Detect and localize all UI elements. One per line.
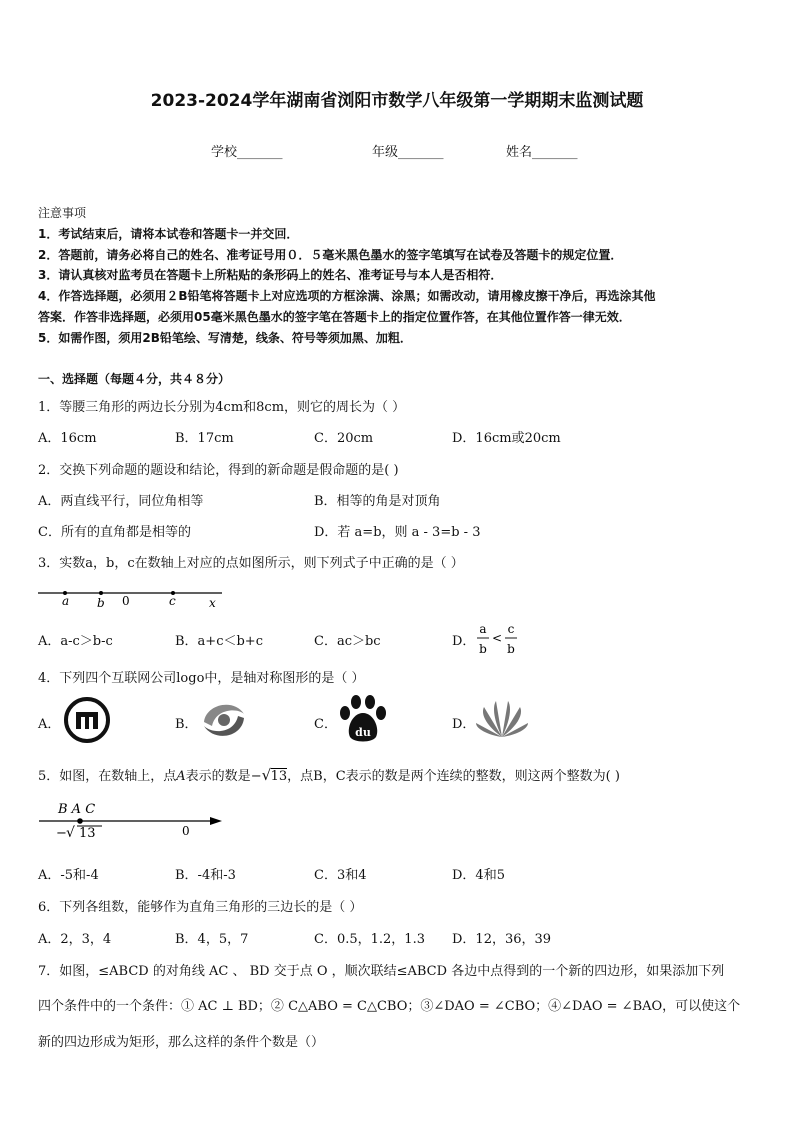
question-4-stem: 4．下列四个互联网公司logo中，是轴对称图形的是（ ） (38, 671, 365, 686)
q2-option-c: C．所有的直角都是相等的 (38, 525, 191, 540)
question-7-line: 新的四边形成为矩形，那么这样的条件个数是（） (38, 1035, 325, 1050)
q5-stem-part: 表示的数是 (185, 769, 251, 784)
point-a-dot (77, 818, 83, 824)
section-heading: 一、选择题（每题４分，共４８分） (38, 372, 231, 386)
name-field[interactable]: 姓名_______ (506, 145, 578, 160)
q5-option-d: D．4和5 (452, 868, 505, 883)
radicand: 13 (270, 769, 288, 784)
q5-option-a: A．-5和-4 (38, 868, 99, 883)
q5-option-b: B．-4和-3 (175, 868, 236, 883)
q6-option-a: A．2，3，4 (38, 932, 112, 947)
notice-item: 4．作答选择题，必须用２B铅笔将答题卡上对应选项的方框涂满、涂黑；如需改动，请用橡皮擦干净后，再选涂其他 (38, 289, 656, 303)
arrow-head-icon (210, 817, 222, 825)
q4-logo-d-icon (474, 697, 532, 743)
q4-logo-a-icon (62, 696, 114, 744)
q3-option-d-label: D． (452, 634, 476, 649)
axis-label-zero: 0 (122, 594, 130, 608)
q2-option-b: B．相等的角是对顶角 (314, 494, 441, 509)
school-field[interactable]: 学校_______ (211, 145, 283, 160)
notice-item: 2．答题前，请务必将自己的姓名、准考证号用０．５毫米黑色墨水的签字笔填写在试卷及答题卡的规定位置． (38, 248, 623, 262)
radicand: 13 (79, 826, 96, 840)
fraction-denominator: b (507, 642, 515, 656)
bac-labels: B A C (58, 802, 96, 817)
minus-sign: − (56, 826, 67, 840)
notice-item: 答案．作答非选择题，必须用05毫米黑色墨水的签字笔在答题卡上的指定位置作答，在其他位置作答一律无效． (38, 310, 631, 324)
notice-heading: 注意事项 (38, 206, 87, 220)
q3-option-c: C．ac＞bc (314, 634, 381, 649)
q1-option-c: C．20cm (314, 431, 374, 446)
fraction-denominator: b (479, 642, 487, 656)
q3-option-b: B．a+c＜b+c (175, 634, 263, 649)
q6-option-d: D．12，36，39 (452, 932, 552, 947)
question-7-line: 7．如图，≤ABCD 的对角线 AC 、 BD 交于点 O ，顺次联结≤ABCD 各边中点得到的一个新的四边形，如果添加下列 (38, 964, 725, 979)
q6-option-c: C．0.5，1.2，1.3 (314, 932, 425, 947)
q5-number-line-figure (36, 800, 226, 840)
q6-option-b: B．4，5，7 (175, 932, 249, 947)
q5-stem-part: 5．如图，在数轴上，点 (38, 769, 177, 784)
question-5-stem (38, 765, 620, 784)
axis-label-x: x (209, 596, 216, 610)
q4-logo-c-icon (336, 693, 392, 745)
question-3-stem: 3．实数a，b，c在数轴上对应的点如图所示，则下列式子中正确的是（ ） (38, 556, 464, 571)
q4-logo-b-icon (198, 696, 250, 744)
notice-item: 1．考试结束后，请将本试卷和答题卡一并交回． (38, 227, 299, 241)
question-2-stem: 2．交换下列命题的题设和结论，得到的新命题是假命题的是( ) (38, 463, 399, 478)
q4-option-b: B． (175, 717, 198, 732)
q3-option-a: A．a-c＞b-c (38, 634, 113, 649)
q5-stem-part: ，点B，C表示的数是两个连续的整数，则这两个整数为( ) (287, 769, 620, 784)
less-than-sign: < (492, 631, 503, 645)
axis-label-b: b (97, 596, 105, 610)
axis-label-c: c (169, 594, 176, 608)
q4-option-d: D． (452, 717, 476, 732)
q2-option-d: D．若 a=b，则 a - 3=b - 3 (314, 525, 481, 540)
question-1-stem: 1．等腰三角形的两边长分别为4cm和8cm，则它的周长为（ ） (38, 400, 406, 415)
question-7-line: 四个条件中的一个条件：① AC ⊥ BD；② C△ABO = C△CBO；③∠DAO = ∠CBO；④∠DAO = ∠BAO，可以使这个 (38, 999, 741, 1014)
q1-option-d: D．16cm或20cm (452, 431, 561, 446)
axis-label-a: a (62, 594, 70, 608)
sqrt-symbol: √ (66, 825, 75, 840)
q4-option-c: C． (314, 717, 337, 732)
minus-sign: − (250, 769, 262, 784)
fraction-numerator: c (507, 622, 515, 636)
grade-field[interactable]: 年级_______ (372, 145, 444, 160)
q1-option-a: A．16cm (38, 431, 97, 446)
logo-c-text: du (355, 726, 371, 739)
point-b-dot (99, 591, 103, 595)
q3-option-d-fractions (474, 620, 524, 660)
q1-option-b: B．17cm (175, 431, 234, 446)
notice-item: 3．请认真核对监考员在答题卡上所粘贴的条形码上的姓名、准考证号与本人是否相符． (38, 268, 503, 282)
q5-option-c: C．3和4 (314, 868, 367, 883)
q3-number-line-figure (36, 580, 236, 612)
notice-item: 5．如需作图，须用2B铅笔绘、写清楚，线条、符号等须加黑、加粗． (38, 331, 412, 345)
sqrt-radical: √ 13 (261, 766, 288, 784)
question-6-stem: 6．下列各组数，能够作为直角三角形的三边长的是（ ） (38, 900, 363, 915)
q2-option-a: A．两直线平行，同位角相等 (38, 494, 204, 509)
point-a-label: A (176, 769, 186, 784)
axis-label-zero: 0 (182, 824, 190, 838)
page-title: 2023-2024学年湖南省浏阳市数学八年级第一学期期末监测试题 (150, 91, 644, 111)
q4-option-a: A． (38, 717, 61, 732)
fraction-numerator: a (479, 622, 487, 636)
